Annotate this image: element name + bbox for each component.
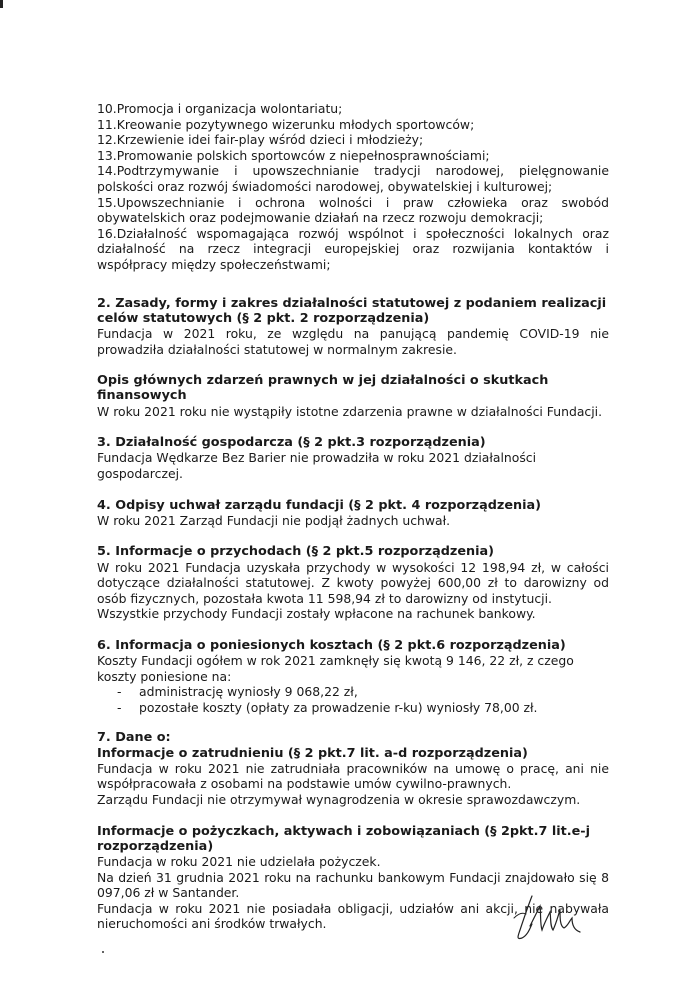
section-text: Fundacja w roku 2021 nie udzielała pożyczek. (97, 854, 381, 870)
section-heading: Opis głównych zdarzeń prawnych w jej działalności o skutkach finansowych (97, 373, 549, 404)
section-heading: 5. Informacje o przychodach (§ 2 pkt.5 rozporządzenia) (97, 544, 495, 560)
section-6 (97, 638, 609, 716)
section-text: Fundacja Wędkarze Bez Barier nie prowadziła w roku 2021 działalności gospodarczej. (97, 450, 537, 481)
section-legal-events (97, 373, 609, 419)
list-item: - administrację wyniosły 9 068,22 zł, (117, 684, 609, 700)
section-text: Fundacja w 2021 roku, ze względu na panującą pandemię COVID-19 nie prowadziła działalności statutowej w normalnym zakresie. (97, 325, 609, 357)
section-heading: 6. Informacja o poniesionych kosztach (§ 2 pkt.6 rozporządzenia) (97, 637, 566, 653)
section-text: W roku 2021 Fundacja uzyskała przychody w wysokości 12 198,94 zł, w całości dotyczące działalności statutowej. Z kwoty powyżej 600,00 zł to darowizny od osób fizycznych, pozostała kwota 11 598,94 zł to darowizny od instytucji. (97, 559, 609, 606)
section-heading: 2. Zasady, formy i zakres działalności statutowej z podaniem realizacji celów statutowych (§ 2 pkt. 2 rozporządzenia) (97, 295, 607, 326)
section-text: Fundacja w roku 2021 nie posiadała obligacji, udziałów ani akcji, nie nabywała nieruchomości ani środków trwałych. (97, 900, 609, 932)
list-item: 15.Upowszechnianie i ochrona wolności i praw człowieka oraz swobód obywatelskich oraz podejmowanie działań na rzecz rozwoju demokracji; (97, 194, 609, 226)
section-text: Koszty Fundacji ogółem w rok 2021 zamknęły się kwotą 9 146, 22 zł, z czego koszty poniesione na: (97, 653, 574, 684)
document-body (97, 101, 609, 932)
list-item: 12.Krzewienie idei fair-play wśród dzieci i młodzieży; (97, 132, 424, 148)
section-4 (97, 498, 609, 529)
section-heading: 4. Odpisy uchwał zarządu fundacji (§ 2 pkt. 4 rozporządzenia) (97, 497, 541, 513)
signature (510, 888, 600, 948)
section-5 (97, 544, 609, 622)
page-edge-mark (0, 0, 3, 8)
section-text: Na dzień 31 grudnia 2021 roku na rachunku bankowym Fundacji znajdowało się 8 097,06 zł w Santander. (97, 869, 609, 901)
section-3 (97, 435, 609, 481)
subsection-heading: Informacje o pożyczkach, aktywach i zobowiązaniach (§ 2pkt.7 lit.e-j rozporządzenia) (97, 823, 590, 854)
section-text: Wszystkie przychody Fundacji zostały wpłacone na rachunek bankowy. (97, 606, 536, 622)
list-item: 13.Promowanie polskich sportowców z niepełnosprawnościami; (97, 147, 490, 163)
section-text: Fundacja w roku 2021 nie zatrudniała pracowników na umowę o pracę, ani nie współpracowała z osobami na podstawie umów cywilno-prawnych. (97, 760, 609, 792)
list-item: 11.Kreowanie pozytywnego wizerunku młodych sportowców; (97, 116, 475, 132)
list-item: 14.Podtrzymywanie i upowszechnianie tradycji narodowej, pielęgnowanie polskości oraz rozwój świadomości narodowej, obywatelskiej i kulturowej; (97, 163, 609, 194)
section-text: W roku 2021 roku nie wystąpiły istotne zdarzenia prawne w działalności Fundacji. (97, 403, 603, 419)
list-item: - pozostałe koszty (opłaty za prowadzenie r-ku) wyniosły 78,00 zł. (117, 700, 609, 716)
section-text: W roku 2021 Zarząd Fundacji nie podjął żadnych uchwał. (97, 512, 451, 528)
list-item: 10.Promocja i organizacja wolontariatu; (97, 101, 343, 116)
cost-list (97, 684, 609, 715)
stray-dot (102, 951, 104, 953)
section-text: Zarządu Fundacji nie otrzymywał wynagrodzenia w okresie sprawozdawczym. (97, 792, 581, 808)
section-heading: 7. Dane o: (97, 730, 171, 746)
list-item: 16.Działalność wspomagająca rozwój wspólnot i społeczności lokalnych oraz działalność na rzecz integracji europejskiej oraz rozwijania kontaktów i współpracy między społeczeństwami; (97, 225, 609, 272)
section-heading: 3. Działalność gospodarcza (§ 2 pkt.3 rozporządzenia) (97, 435, 486, 451)
statutory-goals-list (97, 101, 609, 273)
section-2 (97, 296, 609, 358)
subsection-heading: Informacje o zatrudnieniu (§ 2 pkt.7 lit. a-d rozporządzenia) (97, 745, 528, 761)
